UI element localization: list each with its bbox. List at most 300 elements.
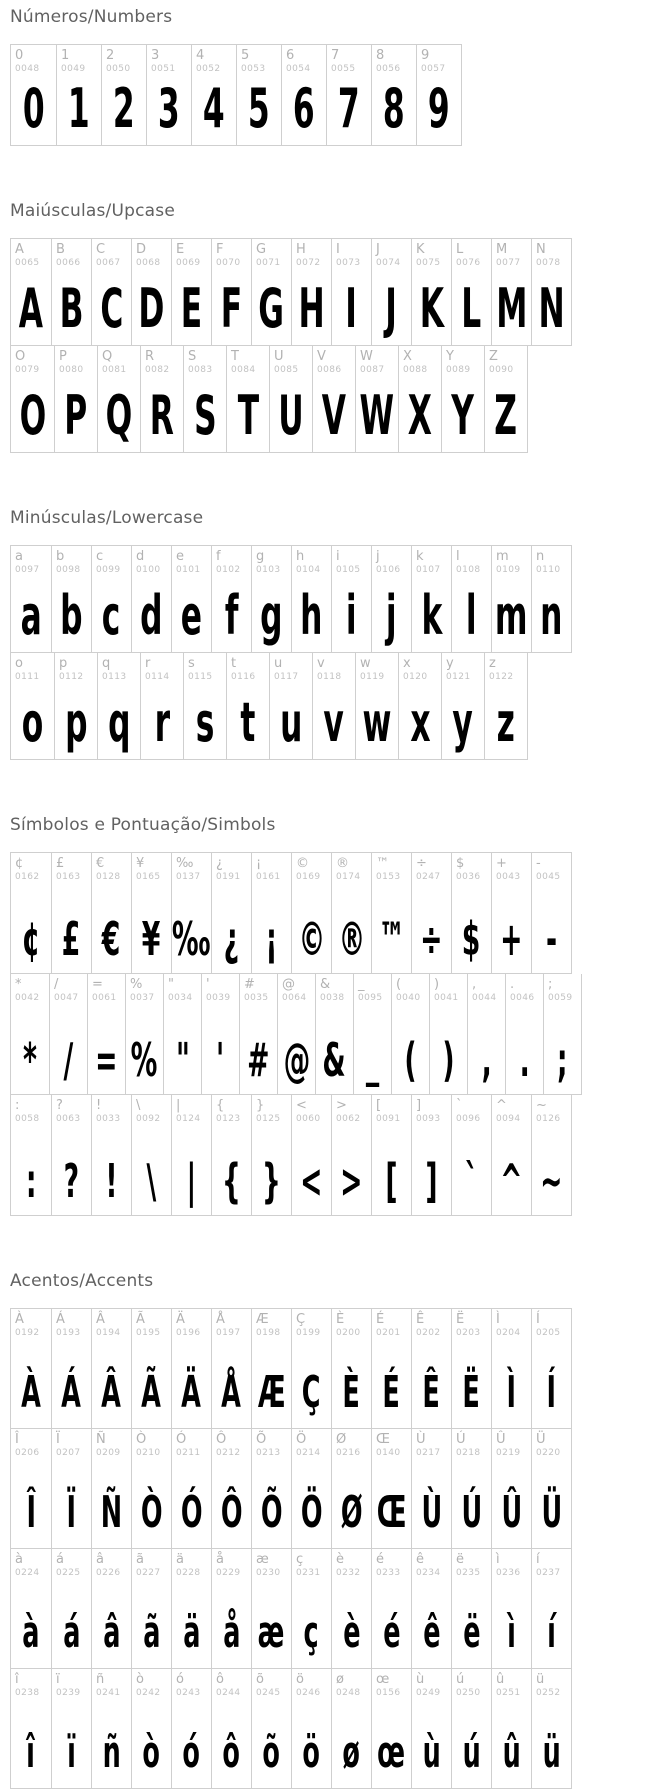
glyph-sample xyxy=(98,376,140,452)
glyph-sample-char: q xyxy=(107,691,131,754)
glyph-cell xyxy=(251,546,291,652)
glyph-sample-char: Ù xyxy=(421,1487,442,1538)
character-code: 0071 xyxy=(256,258,281,268)
cell-reference xyxy=(92,1429,131,1459)
glyph-sample-char: ì xyxy=(507,1607,516,1658)
glyph-cell xyxy=(211,1669,251,1788)
reference-char: ô xyxy=(216,1672,224,1687)
glyph-sample-char: ~ xyxy=(540,1154,563,1208)
character-code: 0053 xyxy=(241,64,266,74)
glyph-cell xyxy=(291,1095,331,1215)
reference-char: Æ xyxy=(256,1312,269,1327)
glyph-cell xyxy=(491,546,531,652)
character-code: 0137 xyxy=(176,872,201,882)
glyph-cell xyxy=(441,346,484,452)
glyph-sample xyxy=(278,1004,315,1094)
glyph-cell xyxy=(140,346,183,452)
glyph-sample xyxy=(102,75,146,145)
glyph-sample-char: © xyxy=(298,912,325,966)
cell-reference xyxy=(252,853,291,883)
glyph-sample-char: > xyxy=(340,1154,363,1208)
cell-reference xyxy=(332,1549,371,1579)
glyph-sample-char: Å xyxy=(221,1367,242,1418)
character-code: 0163 xyxy=(56,872,81,882)
reference-char: É xyxy=(376,1312,385,1327)
character-code: 0051 xyxy=(151,64,176,74)
character-code: 0112 xyxy=(59,672,84,682)
glyph-sample xyxy=(52,1125,91,1215)
glyph-sample-char: d xyxy=(140,584,163,647)
glyph-grid-numbers xyxy=(10,44,661,146)
character-code: 0234 xyxy=(416,1568,441,1578)
cell-reference xyxy=(412,546,451,576)
glyph-cell xyxy=(251,1309,291,1428)
character-code: 0088 xyxy=(403,365,428,375)
cell-reference xyxy=(11,974,49,1004)
glyph-cell xyxy=(451,1669,491,1788)
glyph-cell xyxy=(131,853,171,973)
glyph-cell xyxy=(131,1669,171,1788)
reference-char: à xyxy=(15,1552,23,1567)
glyph-sample-char: ÷ xyxy=(420,912,443,966)
character-code: 0165 xyxy=(136,872,161,882)
glyph-sample-char: [ xyxy=(385,1154,398,1208)
glyph-sample-char: á xyxy=(62,1607,81,1658)
cell-reference xyxy=(292,1429,331,1459)
cell-reference xyxy=(172,1429,211,1459)
glyph-sample xyxy=(417,75,461,145)
glyph-cell xyxy=(371,1669,411,1788)
glyph-sample xyxy=(313,376,355,452)
character-code: 0246 xyxy=(296,1688,321,1698)
reference-char: D xyxy=(136,242,147,257)
reference-char: Ë xyxy=(456,1312,465,1327)
glyph-sample xyxy=(252,1699,291,1788)
character-code: 0214 xyxy=(296,1448,321,1458)
glyph-cell xyxy=(171,239,211,345)
glyph-sample xyxy=(11,269,51,345)
character-code: 0241 xyxy=(96,1688,121,1698)
glyph-cell xyxy=(281,45,326,145)
reference-char: Ç xyxy=(296,1312,306,1327)
reference-char: Â xyxy=(96,1312,105,1327)
reference-char: 8 xyxy=(376,48,385,63)
cell-reference xyxy=(52,1095,91,1125)
glyph-sample-char: ü xyxy=(542,1727,561,1778)
glyph-sample-char: K xyxy=(419,277,444,340)
cell-reference xyxy=(356,346,398,376)
glyph-sample xyxy=(52,883,91,973)
character-code: 0211 xyxy=(176,1448,201,1458)
glyph-sample xyxy=(92,1459,131,1548)
glyph-sample-char: g xyxy=(260,584,283,647)
glyph-sample-char: E xyxy=(180,277,203,340)
reference-char: L xyxy=(456,242,464,257)
glyph-cell xyxy=(51,1429,91,1548)
glyph-cell xyxy=(353,974,391,1094)
glyph-row xyxy=(10,974,582,1095)
glyph-sample xyxy=(544,1004,581,1094)
cell-reference xyxy=(354,974,391,1004)
character-code: 0122 xyxy=(489,672,514,682)
character-code: 0219 xyxy=(496,1448,521,1458)
cell-reference xyxy=(270,653,312,683)
glyph-sample-char: A xyxy=(18,277,44,340)
glyph-sample xyxy=(332,1339,371,1428)
character-code: 0174 xyxy=(336,872,361,882)
reference-char: ! xyxy=(96,1098,102,1113)
glyph-cell xyxy=(331,853,371,973)
glyph-sample xyxy=(270,683,312,759)
glyph-cell xyxy=(11,1095,51,1215)
cell-reference xyxy=(88,974,125,1004)
cell-reference xyxy=(332,853,371,883)
glyph-cell xyxy=(11,1309,51,1428)
cell-reference xyxy=(532,1095,571,1125)
glyph-sample xyxy=(442,376,484,452)
glyph-cell xyxy=(11,45,56,145)
glyph-sample-char: È xyxy=(342,1367,361,1418)
glyph-sample xyxy=(399,683,441,759)
glyph-sample-char: ] xyxy=(425,1154,438,1208)
glyph-sample xyxy=(11,1579,51,1668)
glyph-cell xyxy=(171,1429,211,1548)
cell-reference xyxy=(452,1429,491,1459)
glyph-sample-char: z xyxy=(496,691,516,754)
glyph-sample xyxy=(506,1004,543,1094)
reference-char: ` xyxy=(456,1098,463,1113)
cell-reference xyxy=(141,653,183,683)
character-code: 0050 xyxy=(106,64,131,74)
character-code: 0119 xyxy=(360,672,385,682)
cell-reference xyxy=(11,1549,51,1579)
cell-reference xyxy=(372,45,416,75)
character-code: 0102 xyxy=(216,565,241,575)
character-code: 0243 xyxy=(176,1688,201,1698)
character-code: 0233 xyxy=(376,1568,401,1578)
glyph-cell xyxy=(315,974,353,1094)
glyph-cell xyxy=(312,653,355,759)
glyph-sample-char: ! xyxy=(105,1154,118,1208)
glyph-sample xyxy=(172,269,211,345)
glyph-sample xyxy=(11,883,51,973)
character-code: 0195 xyxy=(136,1328,161,1338)
glyph-cell xyxy=(411,1309,451,1428)
reference-char: Ù xyxy=(416,1432,426,1447)
glyph-cell xyxy=(467,974,505,1094)
cell-reference xyxy=(132,1309,171,1339)
glyph-sample-char: Ò xyxy=(140,1487,163,1538)
reference-char: - xyxy=(536,856,541,871)
glyph-sample-char: ë xyxy=(462,1607,481,1658)
glyph-sample-char: . xyxy=(519,1033,530,1087)
glyph-sample xyxy=(184,376,226,452)
cell-reference xyxy=(172,853,211,883)
glyph-sample xyxy=(452,576,491,652)
character-code: 0121 xyxy=(446,672,471,682)
cell-reference xyxy=(442,653,484,683)
cell-reference xyxy=(147,45,191,75)
glyph-sample-char: k xyxy=(421,584,442,647)
cell-reference xyxy=(292,1669,331,1699)
reference-char: C xyxy=(96,242,106,257)
glyph-sample-char: ã xyxy=(142,1607,161,1658)
cell-reference xyxy=(50,974,87,1004)
glyph-sample-char: 7 xyxy=(338,77,360,140)
cell-reference xyxy=(430,974,467,1004)
cell-reference xyxy=(132,853,171,883)
glyph-cell xyxy=(451,1309,491,1428)
cell-reference xyxy=(11,1429,51,1459)
glyph-sample xyxy=(356,683,398,759)
character-code: 0156 xyxy=(376,1688,401,1698)
reference-char: V xyxy=(317,349,326,364)
reference-char: S xyxy=(188,349,197,364)
reference-char: 5 xyxy=(241,48,250,63)
character-code: 0153 xyxy=(376,872,401,882)
glyph-sample xyxy=(52,1579,91,1668)
character-code: 0064 xyxy=(282,993,307,1003)
character-code: 0063 xyxy=(56,1114,81,1124)
glyph-sample xyxy=(252,269,291,345)
glyph-sample-char: Z xyxy=(494,384,518,447)
glyph-row xyxy=(10,1308,572,1429)
glyph-sample xyxy=(252,1339,291,1428)
glyph-sample xyxy=(492,1699,531,1788)
cell-reference xyxy=(212,546,251,576)
glyph-sample xyxy=(52,269,91,345)
reference-char: € xyxy=(96,856,105,871)
glyph-sample xyxy=(452,1459,491,1548)
glyph-cell xyxy=(56,45,101,145)
glyph-sample-char: ù xyxy=(422,1727,441,1778)
reference-char: œ xyxy=(376,1672,390,1687)
cell-reference xyxy=(11,1669,51,1699)
glyph-sample xyxy=(282,75,326,145)
reference-char: æ xyxy=(256,1552,269,1567)
reference-char: p xyxy=(59,656,68,671)
reference-char: + xyxy=(496,856,507,871)
character-code: 0105 xyxy=(336,565,361,575)
cell-reference xyxy=(126,974,163,1004)
glyph-sample-char: x xyxy=(409,691,431,754)
glyph-sample xyxy=(412,1125,451,1215)
glyph-sample-char: 5 xyxy=(248,77,270,140)
character-code: 0220 xyxy=(536,1448,561,1458)
cell-reference xyxy=(11,346,54,376)
glyph-sample-char: ò xyxy=(142,1727,161,1778)
glyph-sample-char: ç xyxy=(303,1607,320,1658)
glyph-sample-char: < xyxy=(300,1154,323,1208)
reference-char: ™ xyxy=(376,856,389,871)
glyph-sample-char: â xyxy=(102,1607,121,1658)
glyph-cell xyxy=(391,974,429,1094)
glyph-sample-char: ø xyxy=(342,1727,361,1778)
cell-reference xyxy=(52,1309,91,1339)
reference-char: 2 xyxy=(106,48,115,63)
glyph-sample xyxy=(372,1339,411,1428)
character-code: 0103 xyxy=(256,565,281,575)
glyph-sample xyxy=(292,1699,331,1788)
reference-char: ã xyxy=(136,1552,144,1567)
glyph-sample-char: Y xyxy=(451,384,475,447)
reference-char: T xyxy=(231,349,239,364)
glyph-sample xyxy=(11,576,51,652)
cell-reference xyxy=(372,853,411,883)
glyph-sample xyxy=(92,269,131,345)
cell-reference xyxy=(492,546,531,576)
glyph-cell xyxy=(11,346,54,452)
reference-char: ö xyxy=(296,1672,304,1687)
character-code: 0066 xyxy=(56,258,81,268)
glyph-sample xyxy=(92,1125,131,1215)
character-code: 0213 xyxy=(256,1448,281,1458)
cell-reference xyxy=(412,1669,451,1699)
glyph-sample xyxy=(372,576,411,652)
reference-char: y xyxy=(446,656,454,671)
glyph-sample-char: ‰ xyxy=(172,912,211,966)
character-code: 0077 xyxy=(496,258,521,268)
cell-reference xyxy=(52,853,91,883)
cell-reference xyxy=(172,239,211,269)
reference-char: ¿ xyxy=(216,856,223,871)
glyph-cell xyxy=(398,346,441,452)
glyph-sample xyxy=(237,75,281,145)
section-lowercase xyxy=(10,507,661,760)
glyph-cell xyxy=(531,1669,571,1788)
glyph-sample xyxy=(132,1125,171,1215)
character-code: 0205 xyxy=(536,1328,561,1338)
cell-reference xyxy=(292,1309,331,1339)
glyph-cell xyxy=(531,1309,571,1428)
glyph-cell xyxy=(451,1095,491,1215)
glyph-sample-char: É xyxy=(382,1367,401,1418)
glyph-sample xyxy=(430,1004,467,1094)
glyph-sample-char: Ê xyxy=(422,1367,441,1418)
reference-char: | xyxy=(176,1098,181,1113)
cell-reference xyxy=(252,1429,291,1459)
character-code: 0034 xyxy=(168,993,193,1003)
glyph-sample xyxy=(372,269,411,345)
character-code: 0081 xyxy=(102,365,127,375)
character-code: 0192 xyxy=(15,1328,40,1338)
glyph-sample-char: Æ xyxy=(257,1367,286,1418)
character-code: 0087 xyxy=(360,365,385,375)
glyph-row xyxy=(10,44,462,146)
reference-char: G xyxy=(256,242,267,257)
cell-reference xyxy=(452,1669,491,1699)
glyph-sample xyxy=(212,269,251,345)
glyph-sample-char: ) xyxy=(442,1033,455,1087)
character-code: 0169 xyxy=(296,872,321,882)
glyph-sample-char: a xyxy=(20,584,42,647)
glyph-sample xyxy=(532,1125,571,1215)
glyph-sample xyxy=(485,683,527,759)
glyph-sample xyxy=(354,1004,391,1094)
cell-reference xyxy=(544,974,581,1004)
character-code: 0038 xyxy=(320,993,345,1003)
cell-reference xyxy=(270,346,312,376)
cell-reference xyxy=(372,1549,411,1579)
character-code: 0210 xyxy=(136,1448,161,1458)
glyph-cell xyxy=(331,1429,371,1548)
glyph-cell xyxy=(51,853,91,973)
character-code: 0046 xyxy=(510,993,535,1003)
glyph-sample xyxy=(55,683,97,759)
glyph-sample-char: è xyxy=(342,1607,361,1658)
glyph-sample-char: ö xyxy=(302,1727,321,1778)
glyph-sample xyxy=(372,1125,411,1215)
cell-reference xyxy=(332,239,371,269)
glyph-sample-char: J xyxy=(385,277,398,340)
cell-reference xyxy=(252,1309,291,1339)
reference-char: l xyxy=(456,549,460,564)
character-code: 0123 xyxy=(216,1114,241,1124)
glyph-sample-char: W xyxy=(359,384,395,447)
glyph-sample-char: ( xyxy=(404,1033,417,1087)
character-code: 0239 xyxy=(56,1688,81,1698)
glyph-sample-char: 3 xyxy=(158,77,180,140)
reference-char: u xyxy=(274,656,283,671)
character-code: 0209 xyxy=(96,1448,121,1458)
cell-reference xyxy=(92,546,131,576)
glyph-cell xyxy=(97,346,140,452)
cell-reference xyxy=(52,1549,91,1579)
glyph-sample-char: 4 xyxy=(203,77,225,140)
reference-char: ì xyxy=(496,1552,500,1567)
glyph-sample xyxy=(92,1579,131,1668)
glyph-sample xyxy=(92,883,131,973)
glyph-sample-char: & xyxy=(322,1033,347,1087)
character-code: 0044 xyxy=(472,993,497,1003)
cell-reference xyxy=(399,653,441,683)
reference-char: z xyxy=(489,656,496,671)
glyph-cell xyxy=(371,1309,411,1428)
cell-reference xyxy=(356,653,398,683)
glyph-sample xyxy=(492,1459,531,1548)
reference-char: > xyxy=(336,1098,347,1113)
character-code: 0116 xyxy=(231,672,256,682)
glyph-cell xyxy=(131,239,171,345)
glyph-sample xyxy=(11,1125,51,1215)
glyph-sample xyxy=(55,376,97,452)
reference-char: d xyxy=(136,549,145,564)
character-code: 0057 xyxy=(421,64,446,74)
glyph-sample xyxy=(202,1004,239,1094)
reference-char: $ xyxy=(456,856,465,871)
reference-char: R xyxy=(145,349,155,364)
glyph-row xyxy=(10,1095,572,1216)
reference-char: £ xyxy=(56,856,65,871)
glyph-sample-char: û xyxy=(502,1727,521,1778)
glyph-sample-char: ® xyxy=(338,912,365,966)
glyph-sample-char: H xyxy=(298,277,325,340)
reference-char: â xyxy=(96,1552,104,1567)
reference-char: x xyxy=(403,656,411,671)
cell-reference xyxy=(282,45,326,75)
glyph-cell xyxy=(491,1549,531,1668)
glyph-cell xyxy=(531,1549,571,1668)
glyph-sample-char: F xyxy=(220,277,243,340)
cell-reference xyxy=(92,1095,131,1125)
reference-char: { xyxy=(216,1098,225,1113)
glyph-sample xyxy=(227,683,269,759)
glyph-cell xyxy=(87,974,125,1094)
glyph-sample xyxy=(98,683,140,759)
glyph-cell xyxy=(312,346,355,452)
glyph-cell xyxy=(451,853,491,973)
reference-char: ^ xyxy=(496,1098,507,1113)
